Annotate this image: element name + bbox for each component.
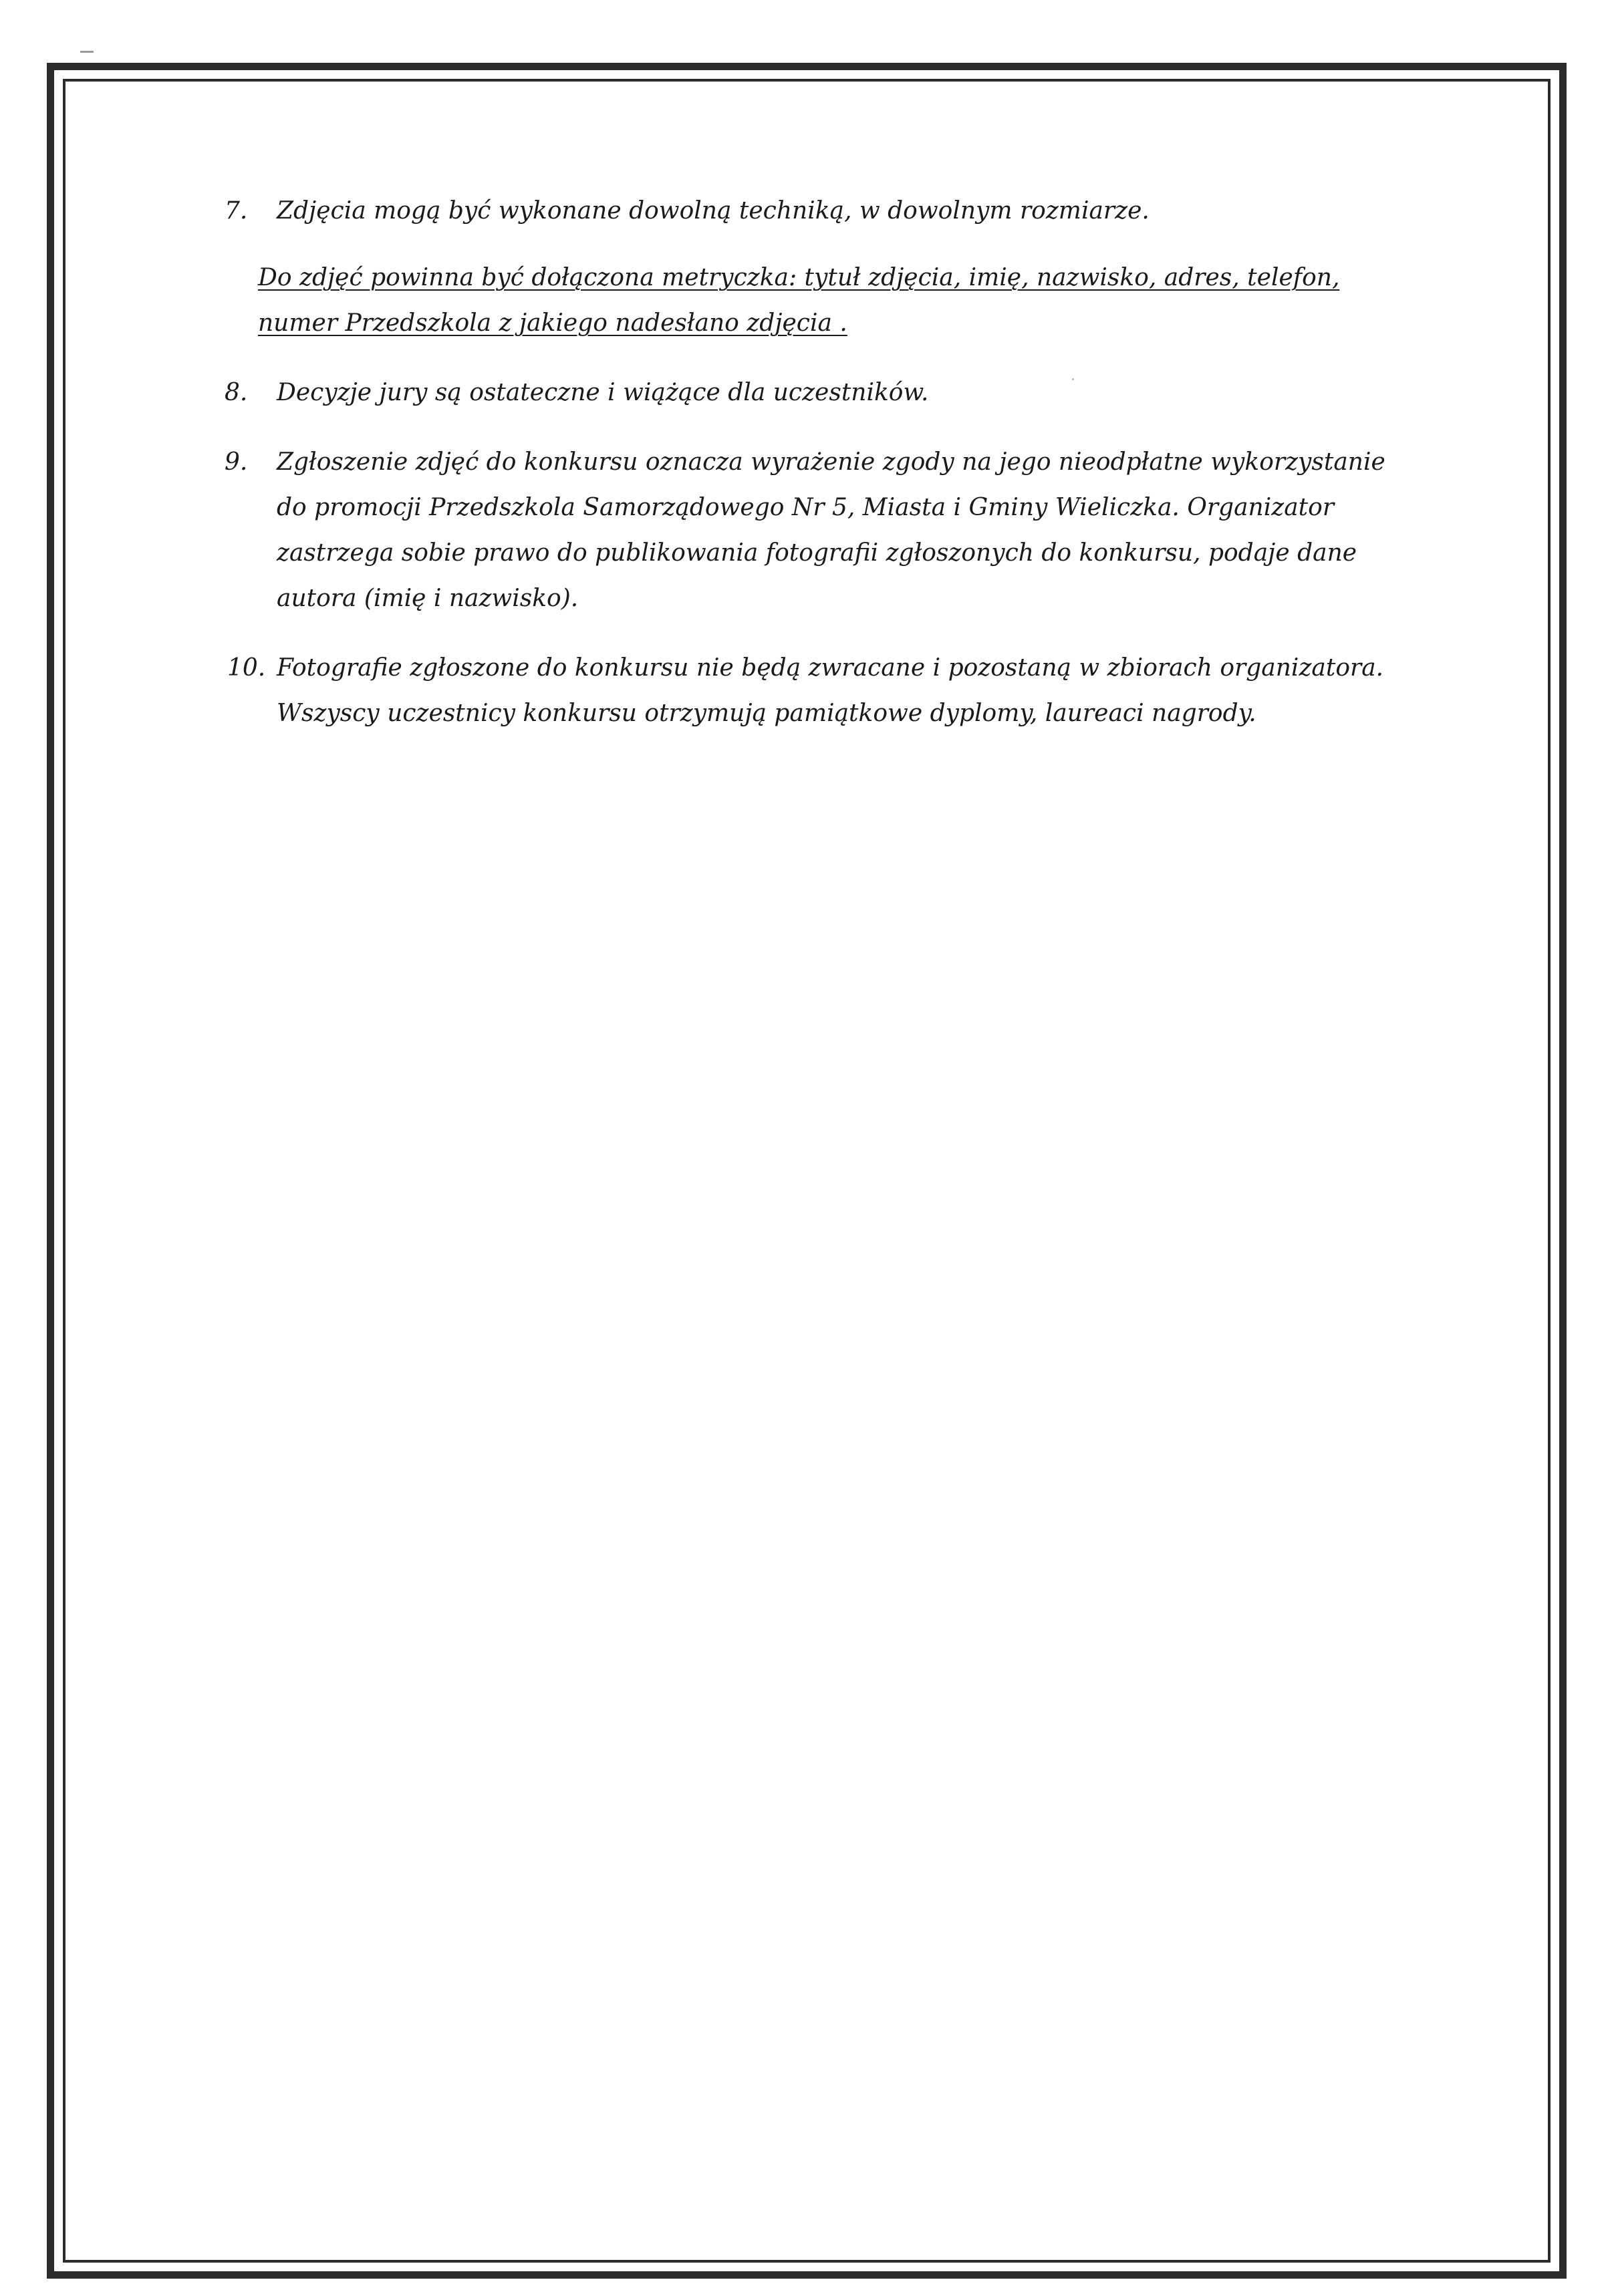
list-item-number: 7. [225, 197, 248, 225]
list-item-number: 10. [227, 654, 266, 682]
list-item-text: Zgłoszenie zdjęć do konkursu oznacza wyrażenie zgody na jego nieodpłatne wykorzystanie do promocji Przedszkola Samorządowego Nr 5, Miasta i Gminy Wieliczka. Organizator zastrzega sobie prawo do publikowania fotografii zgłoszonych do konkursu, podaje dane autora (imię i nazwisko). [277, 448, 1385, 612]
list-item-text: Decyzje jury są ostateczne i wiążące dla uczestników. [277, 379, 929, 406]
scan-mark [80, 51, 94, 53]
list-item-9 [214, 440, 1417, 621]
list-item-text: Zdjęcia mogą być wykonane dowolną techniką, w dowolnym rozmiarze. [277, 197, 1150, 225]
list-item-number: 8. [225, 379, 248, 406]
list-item-number: 9. [225, 448, 248, 476]
list-item-underlined-note: Do zdjęć powinna być dołączona metryczka: tytuł zdjęcia, imię, nazwisko, adres, telefon, numer Przedszkola z jakiego nadesłano zdjęcia . [258, 264, 1340, 337]
list-item-10 [214, 645, 1417, 736]
list-item-text: Fotografie zgłoszone do konkursu nie będą zwracane i pozostaną w zbiorach organizatora. Wszyscy uczestnicy konkursu otrzymują pamiątkowe dyplomy, laureaci nagrody. [277, 654, 1384, 727]
list-item-7 [214, 188, 1417, 346]
list-item-8 [214, 370, 1417, 416]
document-body [214, 188, 1417, 760]
